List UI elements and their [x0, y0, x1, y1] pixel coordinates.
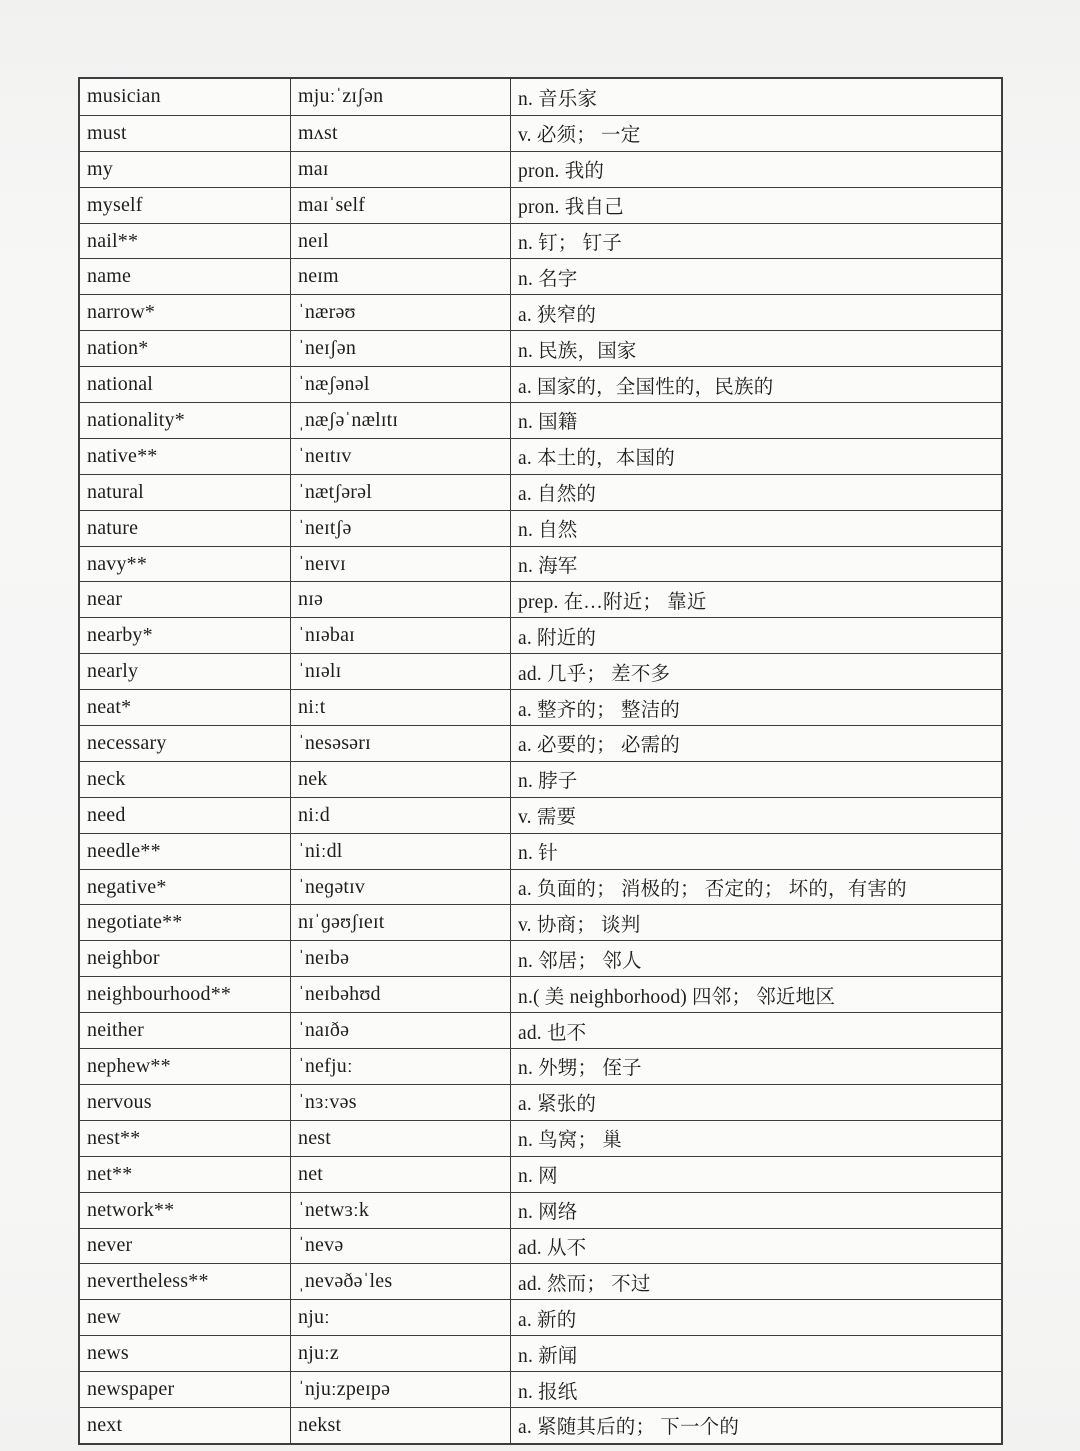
phonetic-cell: ˈneɪvɪ	[290, 547, 510, 582]
table-row	[80, 258, 1001, 294]
definition-cell: ad. 几乎； 差不多	[510, 654, 1001, 689]
phonetic-cell: ˈneɡətɪv	[290, 870, 510, 905]
phonetic-cell: ˈnæʃənəl	[290, 367, 510, 402]
word-cell: net**	[87, 1162, 133, 1185]
definition-cell: pron. 我的	[510, 152, 1001, 187]
table-row	[80, 1335, 1001, 1371]
definition-cell: prep. 在…附近； 靠近	[510, 582, 1001, 617]
table-row	[80, 869, 1001, 905]
definition-cell: a. 狭窄的	[510, 295, 1001, 330]
phonetic-cell: ˈnætʃərəl	[290, 475, 510, 510]
definition-cell: n. 邻居； 邻人	[510, 941, 1001, 976]
phonetic-cell: nest	[290, 1121, 510, 1156]
word-cell: neck	[87, 767, 126, 790]
word-cell: nationality*	[87, 408, 185, 431]
table-row	[80, 79, 1001, 115]
definition-cell: ad. 也不	[510, 1013, 1001, 1048]
word-cell: nervous	[87, 1090, 152, 1113]
table-row	[80, 366, 1001, 402]
table-row	[80, 187, 1001, 223]
definition-cell: n. 网	[510, 1157, 1001, 1192]
word-cell: neat*	[87, 696, 132, 719]
phonetic-cell: maɪ	[290, 152, 510, 187]
definition-cell: v. 需要	[510, 798, 1001, 833]
phonetic-cell: ˈneɪbəhʊd	[290, 977, 510, 1012]
table-row	[80, 1012, 1001, 1048]
phonetic-cell: nekst	[290, 1408, 510, 1443]
word-cell: nature	[87, 516, 139, 539]
phonetic-cell: nek	[290, 762, 510, 797]
table-row	[80, 725, 1001, 761]
word-cell: necessary	[87, 731, 167, 754]
phonetic-cell: ˈnetwɜːk	[290, 1193, 510, 1228]
word-cell: needle**	[87, 839, 161, 862]
word-cell: narrow*	[87, 301, 156, 324]
phonetic-cell: njuː	[290, 1300, 510, 1335]
word-cell: nearly	[87, 660, 139, 683]
word-cell: neighbor	[87, 947, 160, 970]
table-row	[80, 474, 1001, 510]
definition-cell: ad. 从不	[510, 1229, 1001, 1264]
phonetic-cell: mʌst	[290, 116, 510, 151]
phonetic-cell: niːt	[290, 690, 510, 725]
definition-cell: n. 音乐家	[510, 79, 1001, 115]
table-row	[80, 940, 1001, 976]
definition-cell: a. 国家的，全国性的，民族的	[510, 367, 1001, 402]
word-cell: newspaper	[87, 1378, 175, 1400]
phonetic-cell: neɪm	[290, 259, 510, 294]
definition-cell: n. 民族，国家	[510, 331, 1001, 366]
table-row	[80, 1192, 1001, 1228]
phonetic-cell: ˈneɪtʃə	[290, 511, 510, 546]
word-cell: my	[87, 157, 113, 180]
definition-cell: n. 名字	[510, 259, 1001, 294]
word-cell: nephew**	[87, 1054, 171, 1077]
phonetic-cell: ˈnɪəlɪ	[290, 654, 510, 689]
phonetic-cell: ˈneɪbə	[290, 941, 510, 976]
table-row	[80, 1263, 1001, 1299]
table-row	[80, 223, 1001, 259]
word-cell: nest**	[87, 1126, 141, 1149]
word-cell: negotiate**	[87, 911, 183, 934]
definition-cell: n. 报纸	[510, 1372, 1001, 1407]
phonetic-cell: ˈnɜːvəs	[290, 1085, 510, 1120]
phonetic-cell: ˈnjuːzpeɪpə	[290, 1372, 510, 1407]
phonetic-cell: ˈnesəsərɪ	[290, 726, 510, 761]
table-row	[80, 510, 1001, 546]
phonetic-cell: mjuːˈzɪʃən	[290, 79, 510, 115]
table-row	[80, 1299, 1001, 1335]
table-row	[80, 617, 1001, 653]
table-row	[80, 1228, 1001, 1264]
table-row	[80, 797, 1001, 833]
table-row	[80, 294, 1001, 330]
word-cell: new	[87, 1306, 121, 1329]
word-cell: name	[87, 265, 132, 288]
definition-cell: n. 网络	[510, 1193, 1001, 1228]
phonetic-cell: net	[290, 1157, 510, 1192]
definition-cell: n. 自然	[510, 511, 1001, 546]
phonetic-cell: ˈneɪʃən	[290, 331, 510, 366]
word-cell: negative*	[87, 875, 167, 898]
definition-cell: a. 必要的； 必需的	[510, 726, 1001, 761]
word-cell: myself	[87, 193, 143, 216]
definition-cell: v. 必须； 一定	[510, 116, 1001, 151]
word-cell: next	[87, 1413, 123, 1436]
table-row	[80, 151, 1001, 187]
word-cell: native**	[87, 444, 158, 467]
word-cell: musician	[87, 85, 161, 108]
table-row	[80, 904, 1001, 940]
table-row	[80, 689, 1001, 725]
phonetic-cell: ˈnaɪðə	[290, 1013, 510, 1048]
phonetic-cell: ˈnærəʊ	[290, 295, 510, 330]
definition-cell: a. 本土的，本国的	[510, 439, 1001, 474]
word-cell: nevertheless**	[87, 1270, 209, 1293]
word-cell: must	[87, 121, 127, 144]
phonetic-cell: ˈnɪəbaɪ	[290, 618, 510, 653]
word-cell: neighbourhood**	[87, 983, 232, 1006]
phonetic-cell: niːd	[290, 798, 510, 833]
table-row	[80, 115, 1001, 151]
definition-cell: pron. 我自己	[510, 188, 1001, 223]
table-row	[80, 1156, 1001, 1192]
table-row	[80, 1371, 1001, 1407]
table-row	[80, 1407, 1001, 1443]
word-cell: navy**	[87, 552, 148, 575]
phonetic-cell: ˌnæʃəˈnælɪtɪ	[290, 403, 510, 438]
definition-cell: n. 外甥； 侄子	[510, 1049, 1001, 1084]
word-cell: national	[87, 373, 154, 396]
table-row	[80, 1084, 1001, 1120]
phonetic-cell: ˈnefjuː	[290, 1049, 510, 1084]
definition-cell: a. 附近的	[510, 618, 1001, 653]
table-row	[80, 330, 1001, 366]
definition-cell: v. 协商； 谈判	[510, 905, 1001, 940]
phonetic-cell: ˈniːdl	[290, 834, 510, 869]
word-cell: near	[87, 588, 123, 611]
definition-cell: n. 针	[510, 834, 1001, 869]
definition-cell: a. 自然的	[510, 475, 1001, 510]
phonetic-cell: ˈneɪtɪv	[290, 439, 510, 474]
table-row	[80, 761, 1001, 797]
word-cell: network**	[87, 1198, 175, 1221]
table-row	[80, 438, 1001, 474]
word-cell: never	[87, 1234, 133, 1257]
vocab-table	[78, 77, 1003, 1445]
definition-cell: a. 负面的； 消极的； 否定的； 坏的，有害的	[510, 870, 1001, 905]
table-row	[80, 581, 1001, 617]
definition-cell: n. 鸟窝； 巢	[510, 1121, 1001, 1156]
definition-cell: n.( 美 neighborhood) 四邻； 邻近地区	[510, 977, 1001, 1012]
table-row	[80, 1048, 1001, 1084]
table-row	[80, 833, 1001, 869]
phonetic-cell: ˈnevə	[290, 1229, 510, 1264]
phonetic-cell: maɪˈself	[290, 188, 510, 223]
definition-cell: n. 脖子	[510, 762, 1001, 797]
word-cell: nation*	[87, 337, 149, 360]
definition-cell: n. 新闻	[510, 1336, 1001, 1371]
phonetic-cell: nɪˈɡəʊʃɪeɪt	[290, 905, 510, 940]
word-cell: nearby*	[87, 624, 153, 647]
word-cell: natural	[87, 480, 144, 503]
phonetic-cell: njuːz	[290, 1336, 510, 1371]
phonetic-cell: ˌnevəðəˈles	[290, 1264, 510, 1299]
table-row	[80, 653, 1001, 689]
table-row	[80, 1120, 1001, 1156]
definition-cell: n. 海军	[510, 547, 1001, 582]
definition-cell: a. 紧张的	[510, 1085, 1001, 1120]
word-cell: nail**	[87, 229, 139, 252]
table-row	[80, 402, 1001, 438]
definition-cell: n. 钉； 钉子	[510, 224, 1001, 259]
word-cell: need	[87, 803, 126, 826]
definition-cell: ad. 然而； 不过	[510, 1264, 1001, 1299]
table-row	[80, 976, 1001, 1012]
definition-cell: n. 国籍	[510, 403, 1001, 438]
word-cell: news	[87, 1342, 129, 1365]
phonetic-cell: neɪl	[290, 224, 510, 259]
definition-cell: a. 整齐的； 整洁的	[510, 690, 1001, 725]
word-cell: neither	[87, 1019, 144, 1042]
definition-cell: a. 新的	[510, 1300, 1001, 1335]
table-row	[80, 546, 1001, 582]
phonetic-cell: nɪə	[290, 582, 510, 617]
definition-cell: a. 紧随其后的； 下一个的	[510, 1408, 1001, 1443]
